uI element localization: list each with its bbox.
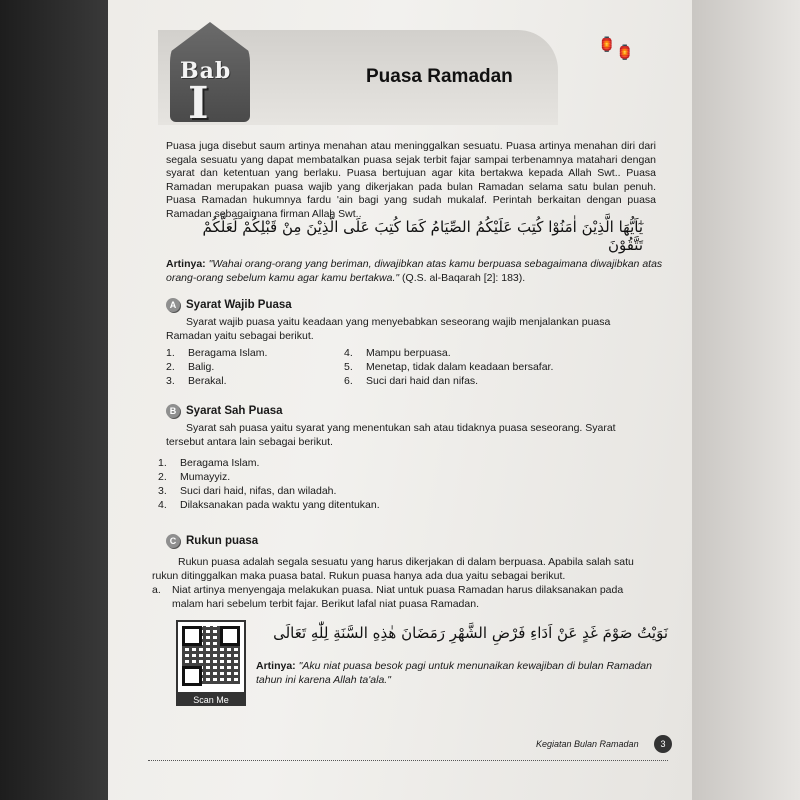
- lantern-icon: 🏮: [598, 36, 616, 52]
- quran-verse-arabic: يٰٓاَيُّهَا الَّذِيْنَ اٰمَنُوْا كُتِبَ عَلَيْكُمُ الصِّيَامُ كَمَا كُتِبَ عَلَى الَّذِيْنَ مِنْ قَبْلِكُمْ لَعَلَّكُمْ تَتَّقُوْنَ: [202, 218, 643, 254]
- qr-finder: [182, 626, 202, 646]
- item-text: Niat artinya menyengaja melakukan puasa. Niat untuk puasa Ramadan harus dilaksanakan pada malam hari sebelum terbit fajar. Berikut lafal niat puasa Ramadan.: [172, 584, 624, 610]
- background-left: [0, 0, 110, 800]
- chapter-title: Puasa Ramadan: [366, 66, 513, 87]
- translation-text: "Wahai orang-orang yang beriman, diwajibkan atas kamu berpuasa sebagaimana diwajibkan atas orang-orang sebelum kamu agar kamu bertakwa.": [166, 258, 663, 284]
- qr-code[interactable]: [176, 620, 246, 694]
- list-item: 2. Balig.: [166, 361, 215, 373]
- list-item: 3. Berakal.: [166, 375, 227, 387]
- section-badge: A: [166, 298, 180, 312]
- list-item: 4. Dilaksanakan pada waktu yang ditentukan.: [158, 499, 380, 511]
- qr-finder: [220, 626, 240, 646]
- section-a-list-left: [166, 346, 267, 388]
- section-a-heading: [166, 298, 292, 312]
- item-letter: a.: [152, 584, 161, 596]
- rukun-item-a: [152, 584, 652, 611]
- section-title: Syarat Wajib Puasa: [186, 299, 292, 311]
- footer-divider: [148, 760, 668, 761]
- section-title: Syarat Sah Puasa: [186, 405, 283, 417]
- section-c-text: Rukun puasa adalah segala sesuatu yang harus dikerjakan di dalam berpuasa. Apabila salah satu rukun ditinggalkan maka puasa batal. Rukun puasa hanya ada dua yaitu sebagai berikut.: [152, 556, 634, 582]
- background-right: [690, 0, 800, 800]
- qr-scan-label: Scan Me: [176, 694, 246, 706]
- translation-text: "Aku niat puasa besok pagi untuk menunaikan kewajiban di bulan Ramadan tahun ini karena Allah ta'ala.": [256, 660, 652, 686]
- verse-translation: [166, 258, 666, 285]
- section-b-text: Syarat sah puasa yaitu syarat yang menentukan sah atau tidaknya puasa seseorang. Syarat tersebut antara lain sebagai berikut.: [166, 422, 616, 448]
- section-c-heading: [166, 534, 258, 548]
- footer-title: Kegiatan Bulan Ramadan: [536, 739, 639, 749]
- section-b-heading: [166, 404, 283, 418]
- translation-label: Artinya:: [166, 258, 206, 270]
- section-a-text: Syarat wajib puasa yaitu keadaan yang menyebabkan seseorang wajib menjalankan puasa Ramadan yaitu sebagai berikut.: [166, 316, 611, 342]
- list-item: 6. Suci dari haid dan nifas.: [344, 375, 479, 387]
- list-item: 1. Beragama Islam.: [158, 457, 260, 469]
- section-title: Rukun puasa: [186, 535, 259, 547]
- intro-paragraph: Puasa juga disebut saum artinya menahan atau meninggalkan sesuatu. Puasa artinya menahan diri dari segala sesuatu yang dapat membatalkan puasa sejak terbit fajar sampai terbenamnya matahari dengan syarat dan ketentuan yang berlaku. Puasa bertujuan agar kita bertakwa kepada Allah Swt.. Puasa Ramadan merupakan puasa wajib yang dikerjakan pada bulan Ramadan selama satu bulan penuh. Puasa Ramadan hukumnya fardu 'ain bagi yang sudah mukalaf. Perintah berkaitan dengan puasa Ramadan sebagaimana firman Allah Swt..: [166, 140, 656, 220]
- list-item: 5. Menetap, tidak dalam keadaan bersafar.: [344, 361, 554, 373]
- chapter-number: I: [188, 78, 209, 129]
- page-number: 3: [654, 735, 672, 753]
- book-page: [108, 0, 692, 800]
- list-item: 2. Mumayyiz.: [158, 471, 231, 483]
- chapter-label: Bab: [180, 58, 232, 84]
- section-a-list-right: [344, 346, 553, 388]
- lantern-icon: 🏮: [616, 44, 634, 60]
- list-item: 3. Suci dari haid, nifas, dan wiladah.: [158, 485, 337, 497]
- verse-reference: (Q.S. al-Baqarah [2]: 183).: [402, 271, 526, 284]
- section-b-list: [158, 456, 380, 512]
- niat-arabic: نَوَيْتُ صَوْمَ غَدٍ عَنْ اَدَاءِ فَرْضِ الشَّهْرِ رَمَضَانَ هٰذِهِ السَّنَةِ لِلّٰهِ تَعَالَى: [273, 624, 668, 642]
- section-badge: B: [166, 404, 180, 418]
- qr-finder: [182, 666, 202, 686]
- list-item: 1. Beragama Islam.: [166, 347, 268, 359]
- niat-translation: [256, 660, 666, 687]
- list-item: 4. Mampu berpuasa.: [344, 347, 451, 359]
- section-badge: C: [166, 534, 180, 548]
- translation-label: Artinya:: [256, 660, 296, 672]
